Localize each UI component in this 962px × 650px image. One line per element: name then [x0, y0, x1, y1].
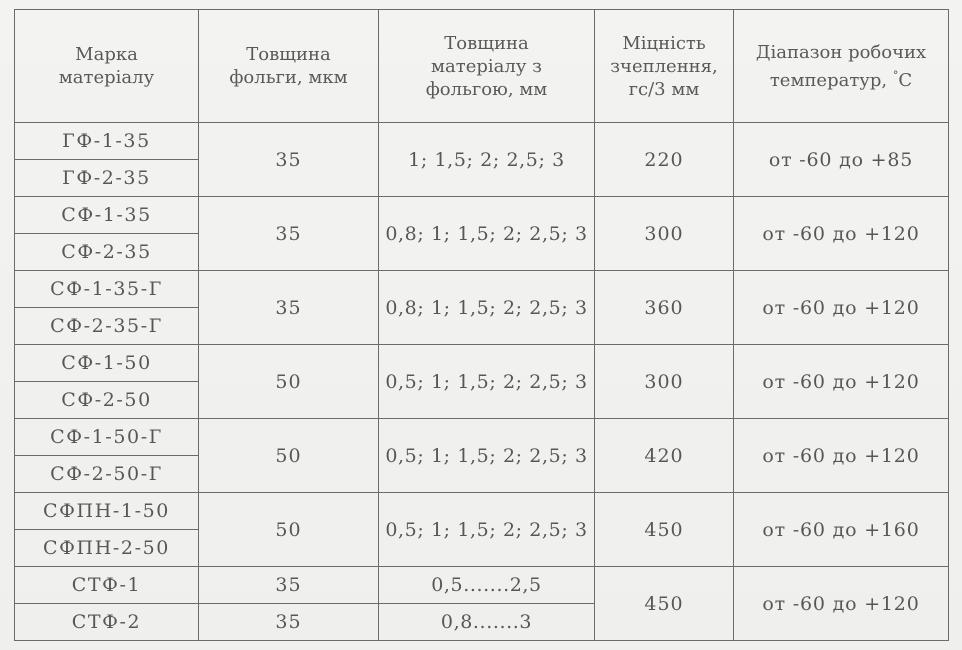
- brand-cell: СФ-2-50: [15, 382, 199, 419]
- table-row: [15, 123, 949, 160]
- header-brand-line1: Марка: [75, 44, 138, 65]
- header-total-line2: матеріалу з: [431, 55, 542, 77]
- foil-thickness-cell: 35: [199, 271, 379, 345]
- brand-cell: СФ-2-50-Г: [15, 456, 199, 493]
- adhesion-strength-cell: 300: [595, 345, 734, 419]
- temperature-range-cell: от -60 до +120: [734, 419, 949, 493]
- material-thickness-cell: 0,5; 1; 1,5; 2; 2,5; 3: [379, 493, 595, 567]
- header-adhesion-strength: [595, 10, 734, 123]
- header-strength-line3: гс/3 мм: [628, 78, 700, 100]
- brand-cell: СФ-1-50-Г: [15, 419, 199, 456]
- header-temp-unit: C: [898, 69, 913, 91]
- material-thickness-cell: 0,5; 1; 1,5; 2; 2,5; 3: [379, 419, 595, 493]
- temperature-range-cell: от -60 до +85: [734, 123, 949, 197]
- adhesion-strength-cell: 360: [595, 271, 734, 345]
- header-temp-line2: температур,: [769, 69, 888, 91]
- brand-cell: ГФ-1-35: [15, 123, 199, 160]
- brand-cell: СФ-1-35-Г: [15, 271, 199, 308]
- foil-thickness-cell: 50: [199, 345, 379, 419]
- temperature-range-cell: от -60 до +120: [734, 567, 949, 641]
- table-row: [15, 419, 949, 456]
- brand-cell: ГФ-2-35: [15, 160, 199, 197]
- header-temperature-range: [734, 10, 949, 123]
- foil-thickness-cell: 35: [199, 567, 379, 604]
- foil-thickness-cell: 50: [199, 493, 379, 567]
- material-thickness-cell: 0,5.......2,5: [379, 567, 595, 604]
- foil-thickness-cell: 50: [199, 419, 379, 493]
- brand-cell: СФПН-1-50: [15, 493, 199, 530]
- brand-cell: СФ-1-35: [15, 197, 199, 234]
- header-strength-line1: Міцність: [622, 32, 706, 54]
- foil-thickness-cell: 35: [199, 123, 379, 197]
- adhesion-strength-cell: 450: [595, 493, 734, 567]
- header-total-line3: фольгою, мм: [425, 78, 548, 100]
- header-foil-line1: Товщина: [246, 44, 331, 65]
- adhesion-strength-cell: 300: [595, 197, 734, 271]
- header-strength-line2: зчеплення,: [610, 55, 718, 77]
- header-total-line1: Товщина: [444, 32, 529, 54]
- brand-cell: СФ-2-35: [15, 234, 199, 271]
- foil-thickness-cell: 35: [199, 604, 379, 641]
- adhesion-strength-cell: 450: [595, 567, 734, 641]
- table-row: [15, 197, 949, 234]
- brand-cell: СТФ-1: [15, 567, 199, 604]
- material-thickness-cell: 0,8.......3: [379, 604, 595, 641]
- header-temp-degree: °: [892, 68, 899, 82]
- adhesion-strength-cell: 220: [595, 123, 734, 197]
- material-thickness-cell: 0,8; 1; 1,5; 2; 2,5; 3: [379, 197, 595, 271]
- header-brand: [15, 10, 199, 123]
- brand-cell: СФ-2-35-Г: [15, 308, 199, 345]
- table-row: [15, 271, 949, 308]
- header-temp-line1: Діапазон робочих: [755, 41, 927, 63]
- material-thickness-cell: 0,5; 1; 1,5; 2; 2,5; 3: [379, 345, 595, 419]
- brand-cell: СФ-1-50: [15, 345, 199, 382]
- header-foil-thickness: [199, 10, 379, 123]
- temperature-range-cell: от -60 до +120: [734, 345, 949, 419]
- header-brand-line2: матеріалу: [58, 67, 155, 88]
- materials-table: [14, 9, 949, 641]
- header-foil-line2: фольги, мкм: [229, 67, 348, 88]
- temperature-range-cell: от -60 до +160: [734, 493, 949, 567]
- table-row: [15, 345, 949, 382]
- table-row: [15, 567, 949, 604]
- material-thickness-cell: 0,8; 1; 1,5; 2; 2,5; 3: [379, 271, 595, 345]
- header-material-thickness: [379, 10, 595, 123]
- brand-cell: СТФ-2: [15, 604, 199, 641]
- temperature-range-cell: от -60 до +120: [734, 271, 949, 345]
- adhesion-strength-cell: 420: [595, 419, 734, 493]
- temperature-range-cell: от -60 до +120: [734, 197, 949, 271]
- foil-thickness-cell: 35: [199, 197, 379, 271]
- brand-cell: СФПН-2-50: [15, 530, 199, 567]
- header-row: [15, 10, 949, 123]
- material-thickness-cell: 1; 1,5; 2; 2,5; 3: [379, 123, 595, 197]
- table-row: [15, 493, 949, 530]
